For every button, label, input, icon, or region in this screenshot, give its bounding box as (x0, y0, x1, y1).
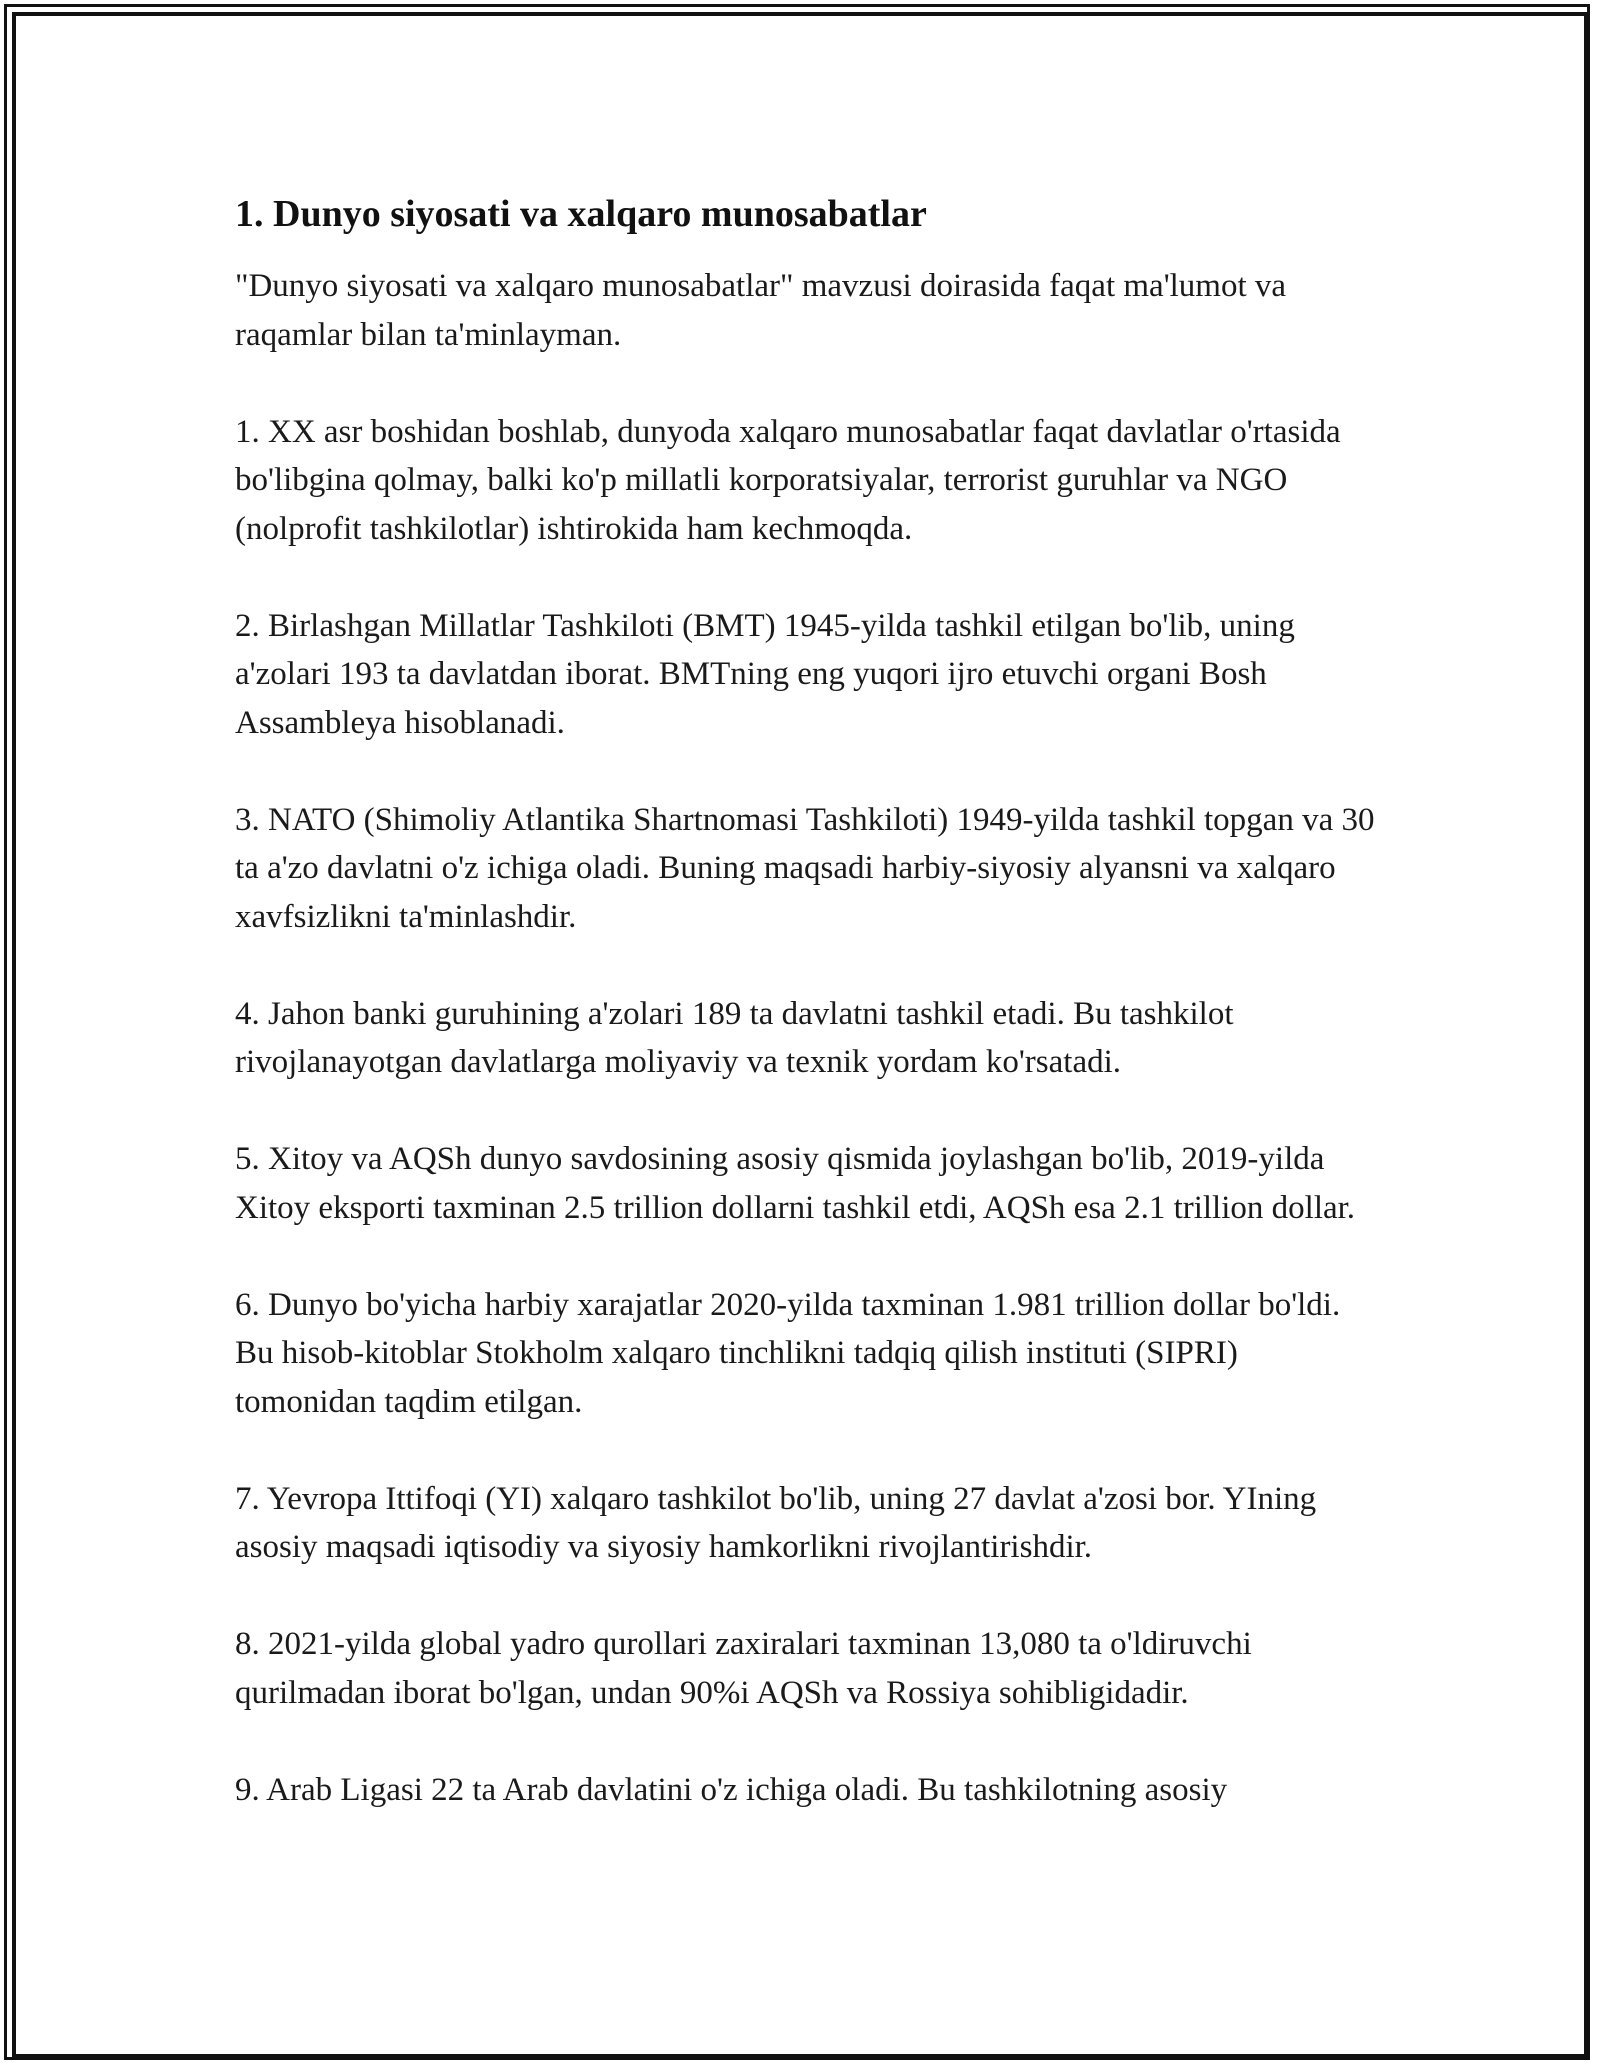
list-item-4: 4. Jahon banki guruhining a'zolari 189 ta davlatni tashkil etadi. Bu tashkilot rivojlanayotgan davlatlarga moliyaviy va texnik yordam ko'rsatadi. (235, 995, 1234, 1080)
document-title: 1. Dunyo siyosati va xalqaro munosabatlar (235, 193, 927, 235)
list-item-5: 5. Xitoy va AQSh dunyo savdosining asosiy qismida joylashgan bo'lib, 2019-yilda Xitoy eksporti taxminan 2.5 trillion dollarni tashkil etdi, AQSh esa 2.1 trillion dollar. (235, 1141, 1356, 1226)
list-item-3: 3. NATO (Shimoliy Atlantika Shartnomasi Tashkiloti) 1949-yilda tashkil topgan va 30 ta a'zo davlatni o'z ichiga oladi. Buning maqsadi harbiy-siyosiy alyansni va xalqaro xavfsizlikni ta'minlashdir. (235, 801, 1375, 935)
list-item-7: 7. Yevropa Ittifoqi (YI) xalqaro tashkilot bo'lib, uning 27 davlat a'zosi bor. YIning asosiy maqsadi iqtisodiy va siyosiy hamkorlikni rivojlantirishdir. (235, 1480, 1317, 1565)
list-item-6: 6. Dunyo bo'yicha harbiy xarajatlar 2020-yilda taxminan 1.981 trillion dollar bo'ldi. Bu hisob-kitoblar Stokholm xalqaro tinchlikni tadqiq qilish instituti (SIPRI) tomonidan taqdim etilgan. (235, 1286, 1341, 1420)
list-item-2: 2. Birlashgan Millatlar Tashkiloti (BMT) 1945-yilda tashkil etilgan bo'lib, uning a'zolari 193 ta davlatdan iborat. BMTning eng yuqori ijro etuvchi organi Bosh Assambleya hisoblanadi. (235, 607, 1295, 741)
list-item-8: 8. 2021-yilda global yadro qurollari zaxiralari taxminan 13,080 ta o'ldiruvchi qurilmadan iborat bo'lgan, undan 90%i AQSh va Rossiya sohibligidadir. (235, 1626, 1252, 1711)
list-item-1: 1. XX asr boshidan boshlab, dunyoda xalqaro munosabatlar faqat davlatlar o'rtasida bo'libgina qolmay, balki ko'p millatli korporatsiyalar, terrorist guruhlar va NGO (nolprofit tashkilotlar) ishtirokida ham kechmoqda. (235, 413, 1341, 547)
document-body (235, 186, 1375, 1863)
intro-paragraph: "Dunyo siyosati va xalqaro munosabatlar" mavzusi doirasida faqat ma'lumot va raqamlar bilan ta'minlayman. (235, 268, 1287, 353)
list-item-9: 9. Arab Ligasi 22 ta Arab davlatini o'z ichiga oladi. Bu tashkilotning asosiy (235, 1771, 1228, 1808)
